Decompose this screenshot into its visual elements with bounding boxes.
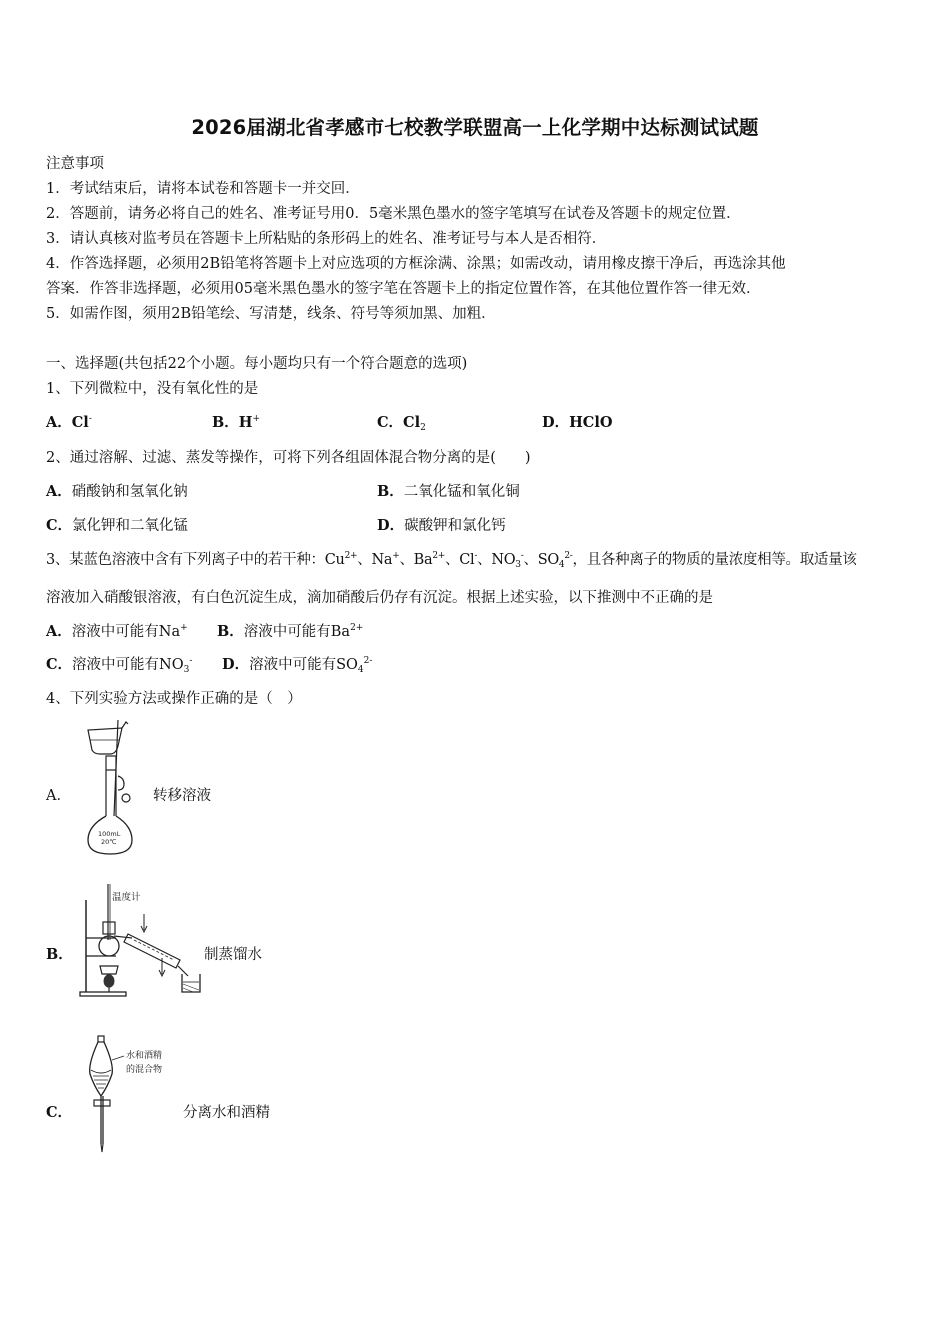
flask-label-temp: 20℃ (101, 838, 117, 846)
q3-d-sub: 4 (357, 665, 364, 675)
notice-item-4: 4．作答选择题，必须用2B铅笔将答题卡上对应选项的方框涂满、涂黑；如需改动，请用橡皮擦干净后，再选涂其他 (46, 256, 786, 272)
q3-option-c (46, 653, 192, 675)
q3-c-label: C． (46, 656, 73, 673)
q2-option-a (46, 480, 188, 501)
q2-d-label: D． (377, 517, 405, 534)
q1-b-sup: + (252, 414, 261, 424)
q4-a-label: A． (46, 788, 71, 804)
q3-option-d (222, 653, 372, 675)
q3-ion-cl: Cl-、 (459, 551, 492, 568)
flask-label-volume: 100mL (98, 830, 121, 838)
q2-b-text: 二氧化锰和氧化铜 (403, 484, 520, 500)
q4-a-text: 转移溶液 (153, 788, 211, 804)
q1-option-d (542, 411, 612, 432)
q1-a-sup: - (88, 414, 92, 424)
q3-b-text: 溶液中可能有Ba (243, 624, 351, 640)
volumetric-flask-diagram (82, 716, 142, 858)
q3-d-sup: 2- (363, 656, 373, 666)
q3-ion-list (325, 552, 587, 568)
q3-ion-so: $SO_4^{2-}$， (537, 551, 587, 570)
q1-option-a (46, 411, 92, 432)
notice-heading: 注意事项 (46, 156, 104, 172)
notice-item-4-cont: 答案．作答非选择题，必须用05毫米黑色墨水的签字笔在答题卡上的指定位置作答，在其他位置作答一律无效． (46, 281, 761, 297)
notice-item-3: 3．请认真核对监考员在答题卡上所粘贴的条形码上的姓名、准考证号与本人是否相符． (46, 231, 607, 247)
q2-c-label: C． (46, 517, 73, 534)
q3-ion-cu: $Cu^{2+}$、 (324, 551, 372, 568)
q2-b-label: B． (377, 483, 404, 500)
q3-a-sup: + (180, 623, 188, 633)
notice-item-5: 5．如需作图，须用2B铅笔绘、写清楚，线条、符号等须加黑、加粗． (46, 306, 496, 322)
q2-c-text: 氯化钾和二氧化锰 (72, 518, 189, 534)
q3-c-sup: - (189, 656, 193, 666)
notice-item-2: 2．答题前，请务必将自己的姓名、准考证号用0．5毫米黑色墨水的签字笔填写在试卷及答题卡的规定位置． (46, 206, 741, 222)
q3-ion-no: $NO_3^-$、 (491, 551, 538, 570)
q3-d-label: D． (222, 656, 250, 673)
q3-ion-na: Na+、 (371, 551, 414, 568)
q3-d-text: 溶液中可能有SO (249, 657, 358, 673)
q4-b-text: 制蒸馏水 (204, 947, 262, 963)
q2-option-c (46, 514, 188, 535)
q2-a-label: A． (46, 483, 72, 500)
q1-option-c (377, 411, 426, 433)
q1-c-text: Cl (403, 414, 421, 431)
exam-title: 2026届湖北省孝感市七校教学联盟高一上化学期中达标测试试题 (191, 116, 759, 139)
q3-a-label: A． (46, 623, 72, 640)
q1-b-text: H (238, 414, 253, 431)
thermometer-label: 温度计 (112, 892, 141, 903)
q2-option-d (377, 514, 506, 535)
q2-option-b (377, 480, 520, 501)
q1-d-text: HClO (569, 414, 613, 431)
q3-stem-pre: 3、某蓝色溶液中含有下列离子中的若干种： (46, 552, 325, 568)
q1-stem: 1、下列微粒中，没有氧化性的是 (46, 381, 259, 397)
q3-stem-post: 且各种离子的物质的量浓度相等。取适量该 (586, 552, 857, 568)
q2-d-text: 碳酸钾和氯化钙 (404, 518, 506, 534)
q3-c-text: 溶液中可能有NO (72, 657, 184, 673)
q2-a-text: 硝酸钠和氢氧化钠 (71, 484, 188, 500)
q3-stem-line1 (46, 548, 857, 570)
q3-b-label: B． (217, 623, 244, 640)
q1-a-text: Cl (71, 414, 89, 431)
q3-a-text: 溶液中可能有Na (71, 624, 181, 640)
q3-option-b (217, 620, 363, 641)
q1-a-label: A． (46, 414, 72, 431)
q4-b-label: B． (46, 946, 73, 963)
funnel-note-line2: 的混合物 (126, 1065, 163, 1075)
notice-item-1: 1．考试结束后，请将本试卷和答题卡一并交回． (46, 181, 360, 197)
q4-stem: 4、下列实验方法或操作正确的是（ ） (46, 691, 302, 707)
separatory-funnel-diagram (86, 1034, 186, 1156)
funnel-note-line1: 水和酒精 (126, 1051, 163, 1061)
q4-c-text: 分离水和酒精 (183, 1105, 270, 1121)
q1-b-label: B． (212, 414, 239, 431)
q3-option-a (46, 620, 188, 641)
q1-c-label: C． (377, 414, 404, 431)
q2-stem: 2、通过溶解、过滤、蒸发等操作，可将下列各组固体混合物分离的是( ) (46, 450, 531, 466)
q1-d-label: D． (542, 414, 570, 431)
q1-option-b (212, 411, 260, 432)
q3-ion-ba: $Ba^{2+}$、 (413, 551, 460, 568)
q3-b-sup: 2+ (350, 623, 364, 633)
q1-c-sub: 2 (420, 423, 426, 433)
distillation-apparatus-diagram (76, 880, 206, 1000)
q3-c-sub: 3 (183, 665, 190, 675)
section-heading: 一、选择题(共包括22个小题。每小题均只有一个符合题意的选项) (46, 356, 468, 372)
q4-c-label: C． (46, 1104, 73, 1121)
q3-stem-line2: 溶液加入硝酸银溶液，有白色沉淀生成，滴加硝酸后仍存有沉淀。根据上述实验，以下推测中不正确的是 (46, 590, 713, 606)
